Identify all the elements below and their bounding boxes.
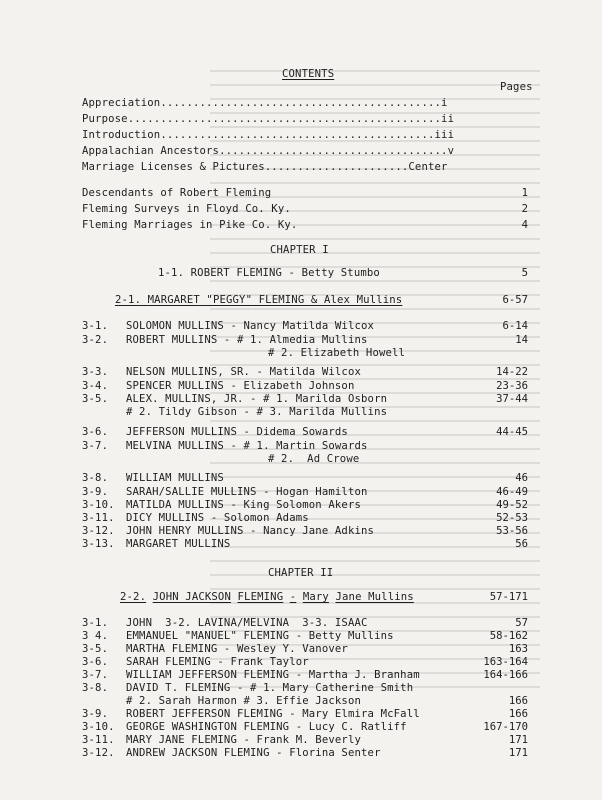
entry-page: 53-56 (496, 525, 528, 537)
head-jane: Jane Mullins (335, 591, 414, 603)
entry-page: 52-53 (496, 512, 528, 524)
entry-num: 3-8. (82, 682, 109, 694)
contents-title: CONTENTS (282, 68, 335, 80)
chapter-2-head-page: 57-171 (489, 591, 528, 603)
entry-page: 23-36 (496, 380, 528, 392)
entry-page: 44-45 (496, 426, 528, 438)
entry-num: 3-10. (82, 499, 115, 511)
chapter-1-head-2 (115, 294, 402, 306)
entry-num: 3-7. (82, 669, 109, 681)
head-2-fleming: FLEMING & (258, 294, 318, 306)
entry-page: 166 (508, 695, 528, 707)
entry-page: 171 (508, 734, 528, 746)
entry-page: 49-52 (496, 499, 528, 511)
chapter-1-title: CHAPTER I (270, 244, 329, 256)
entry-text: DAVID T. FLEMING - # 1. Mary Catherine Smith (126, 682, 414, 694)
entry-page: 57 (515, 617, 528, 629)
entry-text: MATILDA MULLINS - King Solomon Akers (126, 499, 362, 511)
head-mary: Mary (302, 591, 329, 603)
misc-page: 1 (521, 187, 528, 199)
contents-row: Appreciation...........................................i (82, 97, 448, 109)
entry-page: 58-162 (489, 630, 528, 642)
entry-text: MELVINA MULLINS - # 1. Martin Sowards (126, 440, 368, 452)
entry-page: 167-170 (483, 721, 528, 733)
entry-num: 3-4. (82, 380, 109, 392)
entry-text: SARAH FLEMING - Frank Taylor (126, 656, 309, 668)
head-john: JOHN JACKSON (152, 591, 231, 603)
misc-item: Descendants of Robert Fleming (82, 187, 272, 199)
entry-num: 3-6. (82, 426, 109, 438)
head-2-margaret: MARGARET (147, 294, 200, 306)
contents-row: Appalachian Ancestors...................................v (82, 145, 455, 157)
entry-page: 14-22 (496, 366, 528, 378)
entry-text: DICY MULLINS - Solomon Adams (126, 512, 309, 524)
head-2-peggy: "PEGGY" (206, 294, 253, 306)
misc-page: 4 (521, 219, 528, 231)
entry-text: SARAH/SALLIE MULLINS - Hogan Hamilton (126, 486, 368, 498)
contents-row: Marriage Licenses & Pictures......................Center (82, 161, 448, 173)
chapter-2-title: CHAPTER II (268, 567, 334, 579)
entry-text: EMMANUEL "MANUEL" FLEMING - Betty Mullins (126, 630, 394, 642)
entry-text: ROBERT JEFFERSON FLEMING - Mary Elmira McFall (126, 708, 420, 720)
entry-page: 56 (515, 538, 528, 550)
entry-num: 3-12. (82, 525, 115, 537)
entry-page: 166 (508, 708, 528, 720)
head-fleming: FLEMING (237, 591, 284, 603)
entry-page: 37-44 (496, 393, 528, 405)
pages-label: Pages (500, 81, 533, 93)
entry-num: 3 4. (82, 630, 109, 642)
entry-num: 3-12. (82, 747, 115, 759)
entry-text: WILLIAM JEFFERSON FLEMING - Martha J. Branham (126, 669, 420, 681)
entry-page: 14 (515, 334, 528, 346)
entry-text: SOLOMON MULLINS - Nancy Matilda Wilcox (126, 320, 375, 332)
entry-text: GEORGE WASHINGTON FLEMING - Lucy C. Ratliff (126, 721, 407, 733)
entry-num: 3-7. (82, 440, 109, 452)
entry-text: MARTHA FLEMING - Wesley Y. Vanover (126, 643, 348, 655)
head-2-alex: Alex (323, 294, 351, 306)
entry-text: # 2. Tildy Gibson - # 3. Marilda Mullins (126, 406, 388, 418)
entry-text: ROBERT MULLINS - # 1. Almedia Mullins (126, 334, 368, 346)
contents-row: Purpose................................................ii (82, 113, 455, 125)
entry-num: 3-3. (82, 366, 109, 378)
chapter-1-head-2-page: 6-57 (502, 294, 528, 306)
entry-page: 46-49 (496, 486, 528, 498)
misc-item: Fleming Marriages in Pike Co. Ky. (82, 219, 298, 231)
entry-num: 3-11. (82, 512, 115, 524)
entry-num: 3-9. (82, 708, 109, 720)
entry-text: # 2. Elizabeth Howell (268, 347, 406, 359)
chapter-1-head-1: 1-1. ROBERT FLEMING - Betty Stumbo (158, 267, 380, 279)
misc-page: 2 (521, 203, 528, 215)
chapter-1-head-1-page: 5 (521, 267, 528, 279)
entry-page: 6-14 (502, 320, 528, 332)
entry-num: 3-11. (82, 734, 115, 746)
head-2-num: 2-1. (115, 294, 142, 306)
entry-text: NELSON MULLINS, SR. - Matilda Wilcox (126, 366, 362, 378)
head-num: 2-2. (120, 591, 147, 603)
entry-page: 171 (508, 747, 528, 759)
entry-num: 3-1. (82, 617, 109, 629)
entry-num: 3-5. (82, 393, 109, 405)
entry-text: MARGARET MULLINS (126, 538, 231, 550)
misc-item: Fleming Surveys in Floyd Co. Ky. (82, 203, 291, 215)
entry-num: 3-10. (82, 721, 115, 733)
entry-num: 3-9. (82, 486, 109, 498)
entry-text: MARY JANE FLEMING - Frank M. Beverly (126, 734, 362, 746)
entry-num: 3-13. (82, 538, 115, 550)
entry-text: WILLIAM MULLINS (126, 472, 224, 484)
entry-num: 3-8. (82, 472, 109, 484)
contents-row: Introduction..........................................iii (82, 129, 455, 141)
head-dash: - (289, 591, 297, 603)
entry-page: 46 (515, 472, 528, 484)
entry-num: 3-2. (82, 334, 109, 346)
entry-text: JOHN HENRY MULLINS - Nancy Jane Adkins (126, 525, 375, 537)
entry-num: 3-6. (82, 656, 109, 668)
entry-text: # 2. Ad Crowe (268, 453, 360, 465)
entry-page: 163 (508, 643, 528, 655)
entry-text: ANDREW JACKSON FLEMING - Florina Senter (126, 747, 381, 759)
entry-num: 3-5. (82, 643, 109, 655)
entry-text: SPENCER MULLINS - Elizabeth Johnson (126, 380, 355, 392)
entry-text: JOHN 3-2. LAVINA/MELVINA 3-3. ISAAC (126, 617, 368, 629)
entry-text: # 2. Sarah Harmon # 3. Effie Jackson (126, 695, 362, 707)
entry-page: 163-164 (483, 656, 528, 668)
entry-text: ALEX. MULLINS, JR. - # 1. Marilda Osborn (126, 393, 388, 405)
entry-num: 3-1. (82, 320, 109, 332)
entry-text: JEFFERSON MULLINS - Didema Sowards (126, 426, 348, 438)
chapter-2-head (120, 591, 414, 603)
entry-page: 164-166 (483, 669, 528, 681)
head-2-mullins: Mullins (356, 294, 403, 306)
